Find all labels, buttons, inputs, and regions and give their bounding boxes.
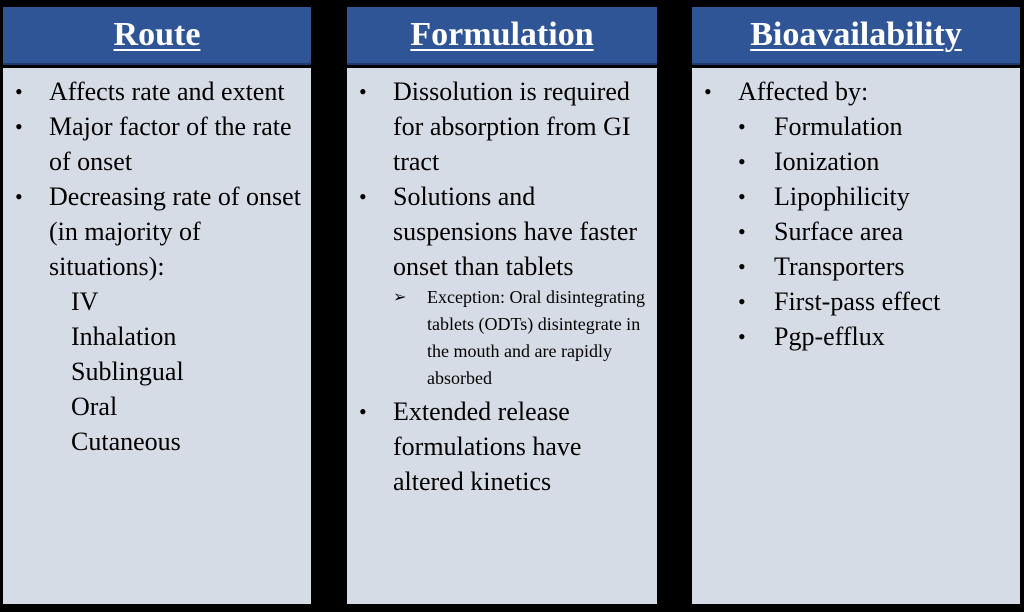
sub-list-item <box>692 144 1014 179</box>
route-order-item: Sublingual <box>71 357 184 386</box>
list-item-text: Dissolution is required for absorption from GI tract <box>393 77 631 176</box>
list-item-text: Extended release formulations have altered kinetics <box>393 397 582 496</box>
route-order-item: Cutaneous <box>71 427 181 456</box>
route-header: Route <box>3 7 311 65</box>
bullet-icon: • <box>359 399 367 424</box>
bullet-icon: • <box>738 219 746 244</box>
list-item <box>3 74 305 109</box>
sub-list-item <box>692 179 1014 214</box>
route-panel <box>3 68 311 604</box>
bullet-icon: • <box>738 324 746 349</box>
list-item <box>347 74 651 179</box>
bullet-icon: • <box>15 184 23 209</box>
bullet-icon: • <box>738 149 746 174</box>
bullet-icon: • <box>738 254 746 279</box>
bullet-icon: • <box>359 184 367 209</box>
sub-list-item <box>692 319 1014 354</box>
list-item-text: Solutions and suspensions have faster onset than tablets <box>393 182 638 281</box>
list-item-text: Major factor of the rate of onset <box>49 112 292 176</box>
sub-list-item <box>692 249 1014 284</box>
sub-list-item-text: Exception: Oral disintegrating tablets (ODTs) disintegrate in the mouth and are rapidly absorbed <box>427 287 645 388</box>
list-item-text: Affects rate and extent <box>49 77 285 106</box>
list-item <box>347 179 651 284</box>
list-item <box>3 109 305 179</box>
route-bullet-list <box>3 74 305 284</box>
arrow-bullet-icon: ➢ <box>393 289 407 306</box>
bullet-icon: • <box>359 79 367 104</box>
route-order-item: Oral <box>71 392 118 421</box>
sub-list-item-text: Lipophilicity <box>774 182 910 211</box>
list-item-text: Decreasing rate of onset (in majority of situations): <box>49 182 301 281</box>
list-item <box>3 179 305 284</box>
list-item-text: Affected by: <box>738 77 869 106</box>
bullet-icon: • <box>704 79 712 104</box>
route-column <box>3 7 311 604</box>
formulation-panel <box>347 68 657 604</box>
bioavailability-panel <box>692 68 1020 604</box>
sub-list-item-text: Formulation <box>774 112 903 141</box>
sub-list-item-text: First-pass effect <box>774 287 941 316</box>
sub-list-item <box>692 284 1014 319</box>
list-item <box>692 74 1014 109</box>
bullet-icon: • <box>738 184 746 209</box>
route-order-item: Inhalation <box>71 322 177 351</box>
bioavailability-header: Bioavailability <box>692 7 1020 65</box>
bullet-icon: • <box>15 114 23 139</box>
bullet-icon: • <box>738 289 746 314</box>
sub-list-item-text: Pgp-efflux <box>774 322 885 351</box>
bullet-icon: • <box>738 114 746 139</box>
sub-list-item-text: Transporters <box>774 252 905 281</box>
bioavailability-list <box>692 74 1014 354</box>
formulation-column <box>347 7 657 604</box>
formulation-header: Formulation <box>347 7 657 65</box>
sub-list-item <box>692 214 1014 249</box>
sub-list-item-text: Ionization <box>774 147 880 176</box>
bullet-icon: • <box>15 79 23 104</box>
formulation-bullet-list <box>347 74 651 499</box>
sub-list-item <box>692 109 1014 144</box>
list-item <box>347 394 651 499</box>
sub-list-item-text: Surface area <box>774 217 904 246</box>
route-order-item: IV <box>71 287 99 316</box>
sub-list-item <box>347 284 651 392</box>
bioavailability-column <box>692 7 1020 604</box>
